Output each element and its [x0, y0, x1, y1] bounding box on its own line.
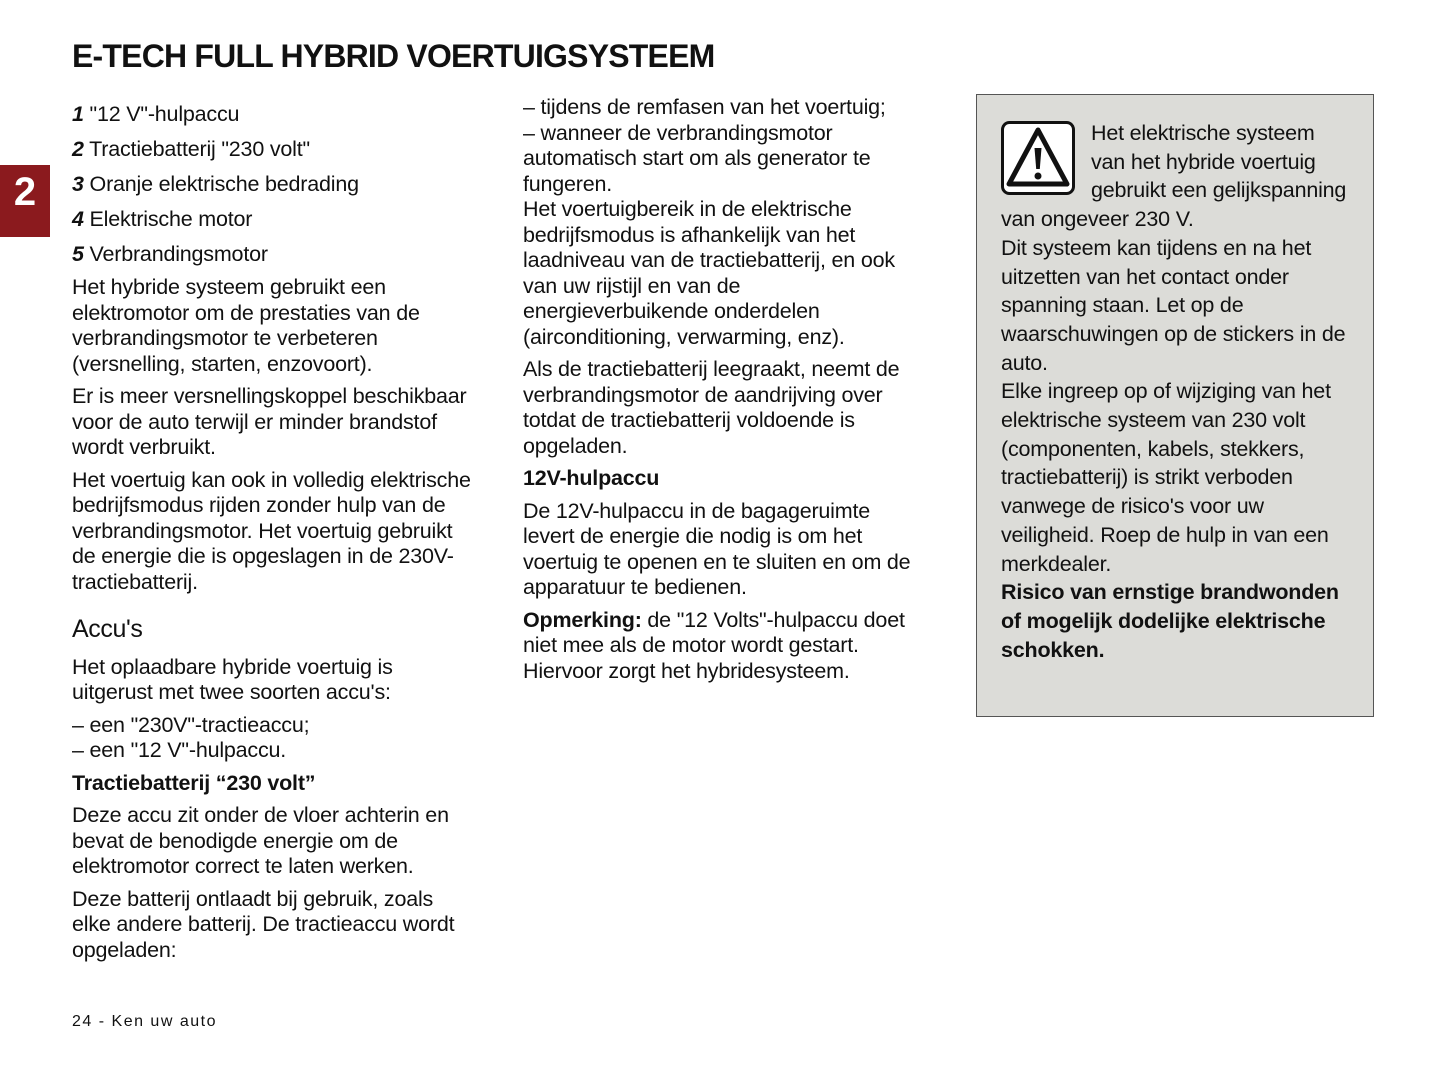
legend-label: Tractiebatterij "230 volt": [89, 137, 310, 161]
legend-item: [72, 137, 472, 162]
legend-label: Elektrische motor: [89, 207, 253, 231]
paragraph-hybrid-system: Het hybride systeem gebruikt een elektromotor om de prestaties van de verbrandingsmotor te verbeteren (versnelling, starten, enzovoort).: [72, 275, 420, 376]
legend-item: [72, 102, 472, 127]
note-text: de "12 Volts"-hulpaccu doet niet mee als de motor wordt gestart. Hiervoor zorgt het hybridesysteem.: [523, 607, 905, 683]
legend-item: [72, 242, 472, 267]
paragraph-torque: Er is meer versnellingskoppel beschikbaar voor de auto terwijl er minder brandstof wordt verbruikt.: [72, 384, 467, 459]
legend-label: Oranje elektrische bedrading: [89, 172, 359, 196]
legend-number: 3: [72, 172, 84, 196]
paragraph-12v-battery: De 12V-hulpaccu in de bagageruimte levert de energie die nodig is om het voertuig te openen en te sluiten en om de apparatuur te bedienen.: [523, 498, 911, 599]
legend-number: 4: [72, 207, 84, 231]
paragraph-traction-location: Deze accu zit onder de vloer achterin en bevat de benodigde energie om de elektromotor correct te laten werken.: [72, 803, 449, 878]
legend-number: 1: [72, 102, 84, 126]
section-heading-accus: Accu's: [72, 615, 143, 643]
paragraph-battery-types: Het oplaadbare hybride voertuig is uitgerust met twee soorten accu's:: [72, 654, 393, 704]
warning-paragraph-voltage: Het elektrische systeem van het hybride voertuig gebruikt een gelijkspanning van ongeveer 230 V.: [1001, 121, 1347, 232]
warning-paragraph-forbidden: Elke ingreep op of wijziging van het elektrische systeem van 230 volt (componenten, kabels, stekkers, tractiebatterij) is strikt verboden vanwege de risico's voor uw veiligheid. Roep de hulp in van een merkdealer.: [1001, 379, 1331, 576]
subheading-12v-battery: 12V-hulpaccu: [523, 466, 660, 490]
dash-item-braking: – tijdens de remfasen van het voertuig;: [523, 95, 886, 119]
subheading-traction-battery: Tractiebatterij “230 volt”: [72, 770, 316, 795]
page-footer: 24 - Ken uw auto: [72, 1013, 217, 1030]
paragraph-traction-discharge: Deze batterij ontlaadt bij gebruik, zoals elke andere batterij. De tractieaccu wordt opgeladen:: [72, 886, 455, 962]
paragraph-battery-empty: Als de tractiebatterij leegraakt, neemt de verbrandingsmotor de aandrijving over totdat de tractiebatterij voldoende is opgeladen.: [523, 357, 900, 458]
legend-item: [72, 207, 472, 232]
legend-number: 5: [72, 242, 84, 266]
paragraph-range: Het voertuigbereik in de elektrische bedrijfsmodus is afhankelijk van het laadniveau van de tractiebatterij, en ook van uw rijstijl en van de energieverbuikende onderdelen (airconditioning, verwarming, enz).: [523, 197, 895, 349]
column-left: [72, 102, 472, 970]
warning-box: [976, 94, 1374, 717]
legend-item: [72, 172, 472, 197]
warning-paragraph-live: Dit systeem kan tijdens en na het uitzetten van het contact onder spanning staan. Let op de waarschuwingen op de stickers in de auto.: [1001, 235, 1346, 375]
dash-item-generator: – wanneer de verbrandingsmotor automatisch start om als generator te fungeren.: [523, 120, 871, 196]
legend-label: Verbrandingsmotor: [89, 242, 268, 266]
warning-paragraph-risk: Risico van ernstige brandwonden of mogelijk dodelijke elektrische schokken.: [1001, 580, 1339, 662]
dash-item-traction: – een "230V"-tractieaccu;: [72, 712, 310, 737]
paragraph-note: [523, 608, 923, 685]
warning-triangle-icon: [1001, 121, 1075, 195]
page-title: E-TECH FULL HYBRID VOERTUIGSYSTEEM: [72, 38, 715, 74]
note-label: Opmerking:: [523, 607, 642, 632]
dash-item-auxiliary: – een "12 V"-hulpaccu.: [72, 738, 287, 762]
chapter-tab: 2: [0, 165, 50, 237]
column-middle: [523, 95, 923, 691]
legend-label: "12 V"-hulpaccu: [89, 102, 240, 126]
paragraph-electric-mode: Het voertuig kan ook in volledig elektrische bedrijfsmodus rijden zonder hulp van de verbrandingsmotor. Het voertuig gebruikt de energie die is opgeslagen in de 230V-tractiebatterij.: [72, 467, 471, 594]
legend-number: 2: [72, 137, 84, 161]
